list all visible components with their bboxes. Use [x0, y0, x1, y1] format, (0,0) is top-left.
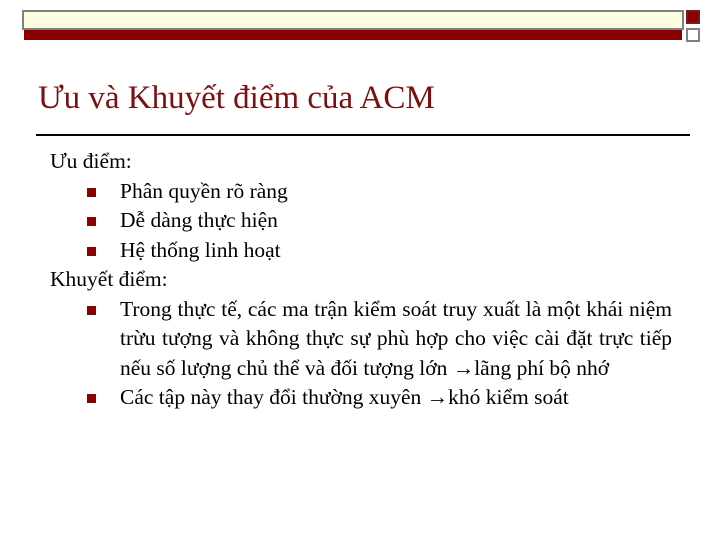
list-item: [50, 383, 680, 413]
list-item-text: Dễ dàng thực hiện: [120, 208, 278, 232]
list-item: [50, 236, 680, 266]
header-decoration-band: [22, 10, 684, 30]
square-bullet-icon: [87, 247, 96, 256]
slide-body: [50, 147, 680, 413]
list-item: [50, 177, 680, 207]
list-item: [50, 295, 680, 384]
slide-title: Ưu và Khuyết điểm của ACM: [38, 80, 435, 116]
list-item-text: Các tập này thay đổi thường xuyên →khó kiểm soát: [120, 385, 569, 409]
list-item-text: Trong thực tế, các ma trận kiểm soát truy xuất là một khái niệm trừu tượng và không thực sự phù hợp cho việc cài đặt trực tiếp nếu số lượng chủ thể và đối tượng lớn →lãng phí bộ nhớ: [120, 296, 672, 380]
list-item-text: Phân quyền rõ ràng: [120, 178, 288, 203]
corner-decoration-square: [686, 10, 700, 24]
list-item: [50, 206, 680, 236]
list-item-text: Hệ thống linh hoạt: [120, 237, 281, 262]
advantages-heading: Ưu điểm:: [50, 149, 132, 173]
disadvantages-heading: Khuyết điểm:: [50, 267, 168, 291]
square-bullet-icon: [87, 394, 96, 403]
corner-decoration-square-outline: [686, 28, 700, 42]
title-underline: [36, 134, 690, 136]
square-bullet-icon: [87, 306, 96, 315]
square-bullet-icon: [87, 188, 96, 197]
square-bullet-icon: [87, 217, 96, 226]
